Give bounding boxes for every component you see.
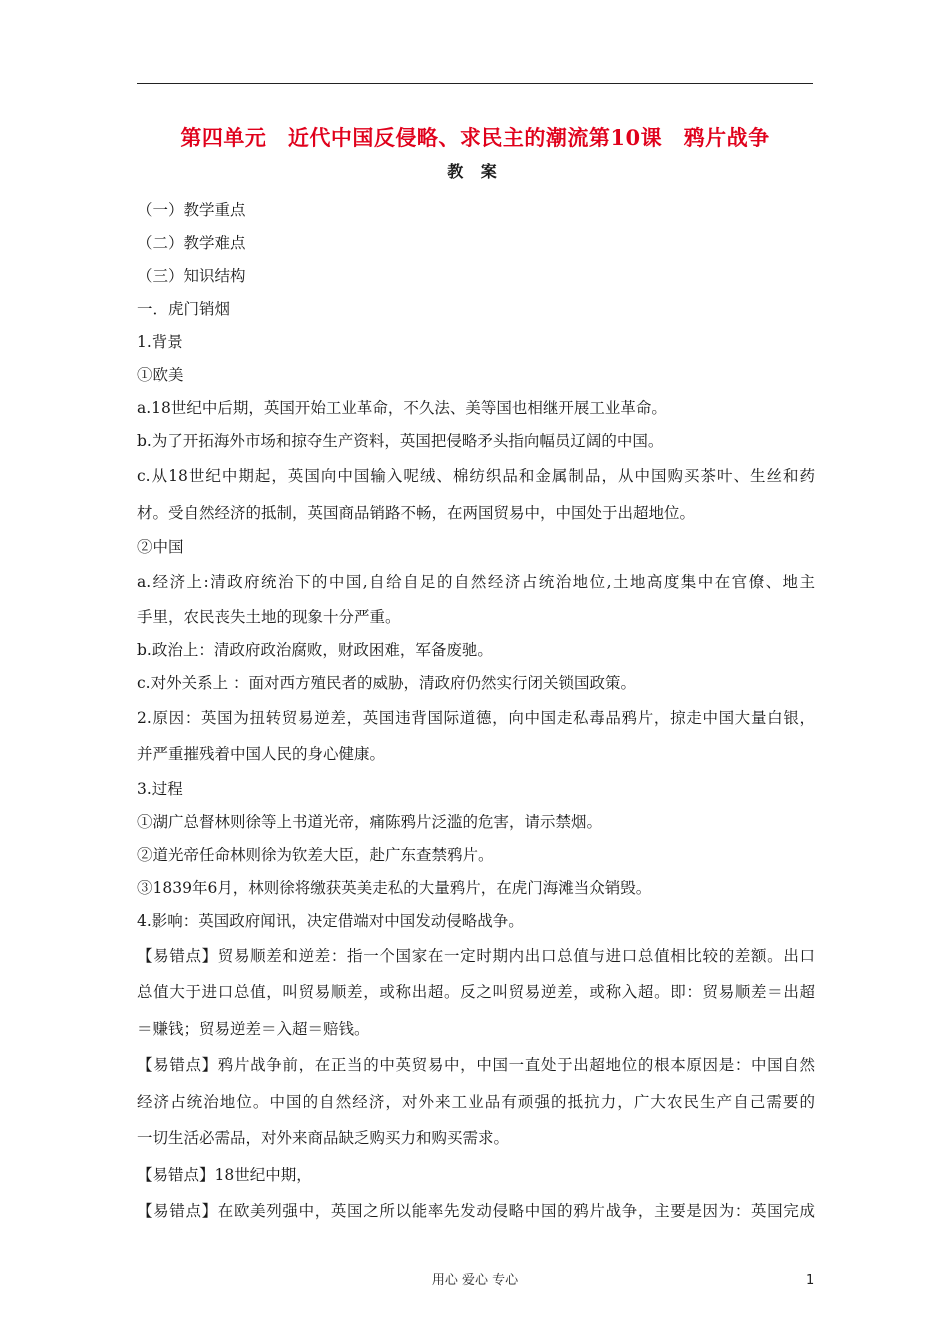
text-line: （三）知识结构 (137, 267, 246, 285)
text-line: （一）教学重点 (137, 201, 246, 219)
text-line: b.政治上：清政府政治腐败，财政困难，军备废驰。 (137, 640, 493, 659)
page-number: 1 (806, 1273, 815, 1288)
text-line: 【易错点】鸦片战争前，在正当的中英贸易中，中国一直处于出超地位的根本原因是：中国自然 (137, 1056, 815, 1074)
text-line: 4.影响：英国政府闻讯，决定借端对中国发动侵略战争。 (137, 911, 524, 930)
text-line: ②道光帝任命林则徐为钦差大臣，赴广东查禁鸦片。 (137, 845, 494, 864)
body-text (137, 194, 815, 1230)
text-line: ＝赚钱；贸易逆差＝入超＝赔钱。 (137, 1019, 370, 1038)
header-rule (137, 83, 813, 84)
text-line: c.从18世纪中期起，英国向中国输入呢绒、棉纺织品和金属制品，从中国购买茶叶、生丝和药 (137, 467, 815, 485)
text-line: b.为了开拓海外市场和掠夺生产资料，英国把侵略矛头指向幅员辽阔的中国。 (137, 432, 664, 450)
text-line: 手里，农民丧失土地的现象十分严重。 (137, 607, 401, 626)
text-line: 材。受自然经济的抵制，英国商品销路不畅，在两国贸易中，中国处于出超地位。 (137, 503, 696, 522)
text-line: 总值大于进口总值，叫贸易顺差，或称出超。反之叫贸易逆差，或称入超。即：贸易顺差＝出超 (137, 983, 815, 1001)
text-line: 一切生活必需品，对外来商品缺乏购买力和购买需求。 (137, 1129, 510, 1147)
page-footer: 用心 爱心 专心 (431, 1273, 519, 1288)
text-line: 【易错点】贸易顺差和逆差：指一个国家在一定时期内出口总值与进口总值相比较的差额。出口 (137, 946, 815, 965)
text-line: c.对外关系上 ：面对西方殖民者的威胁，清政府仍然实行闭关锁国政策。 (137, 673, 637, 692)
text-line: 【易错点】18世纪中期， (137, 1165, 312, 1184)
text-line: （二）教学难点 (137, 234, 246, 252)
text-line: a.经济上:清政府统治下的中国,自给自足的自然经济占统治地位,土地高度集中在官僚、地主 (137, 573, 815, 591)
text-line: 3.过程 (137, 779, 183, 798)
lesson-title: 第四单元 近代中国反侵略、求民主的潮流第10课 鸦片战争 (180, 125, 770, 150)
text-line: 并严重摧残着中国人民的身心健康。 (137, 745, 386, 763)
text-line: a.18世纪中后期，英国开始工业革命，不久法、美等国也相继开展工业革命。 (137, 399, 667, 417)
text-line: 1.背景 (137, 333, 183, 351)
text-line: ③1839年6月，林则徐将缴获英美走私的大量鸦片，在虎门海滩当众销毁。 (137, 878, 652, 897)
text-line: 【易错点】在欧美列强中，英国之所以能率先发动侵略中国的鸦片战争，主要是因为：英国完成 (137, 1202, 815, 1220)
text-line: ①欧美 (137, 366, 184, 384)
text-line: 一．虎门销烟 (137, 300, 231, 318)
text-line: 2.原因：英国为扭转贸易逆差，英国违背国际道德，向中国走私毒品鸦片，掠走中国大量白银， (137, 708, 815, 727)
text-line: 经济占统治地位。中国的自然经济，对外来工业品有顽强的抵抗力，广大农民生产自己需要的 (137, 1092, 815, 1111)
text-line: ①湖广总督林则徐等上书道光帝，痛陈鸦片泛滥的危害，请示禁烟。 (137, 812, 603, 831)
lesson-subtitle: 教 案 (447, 162, 503, 181)
text-line: ②中国 (137, 538, 184, 556)
